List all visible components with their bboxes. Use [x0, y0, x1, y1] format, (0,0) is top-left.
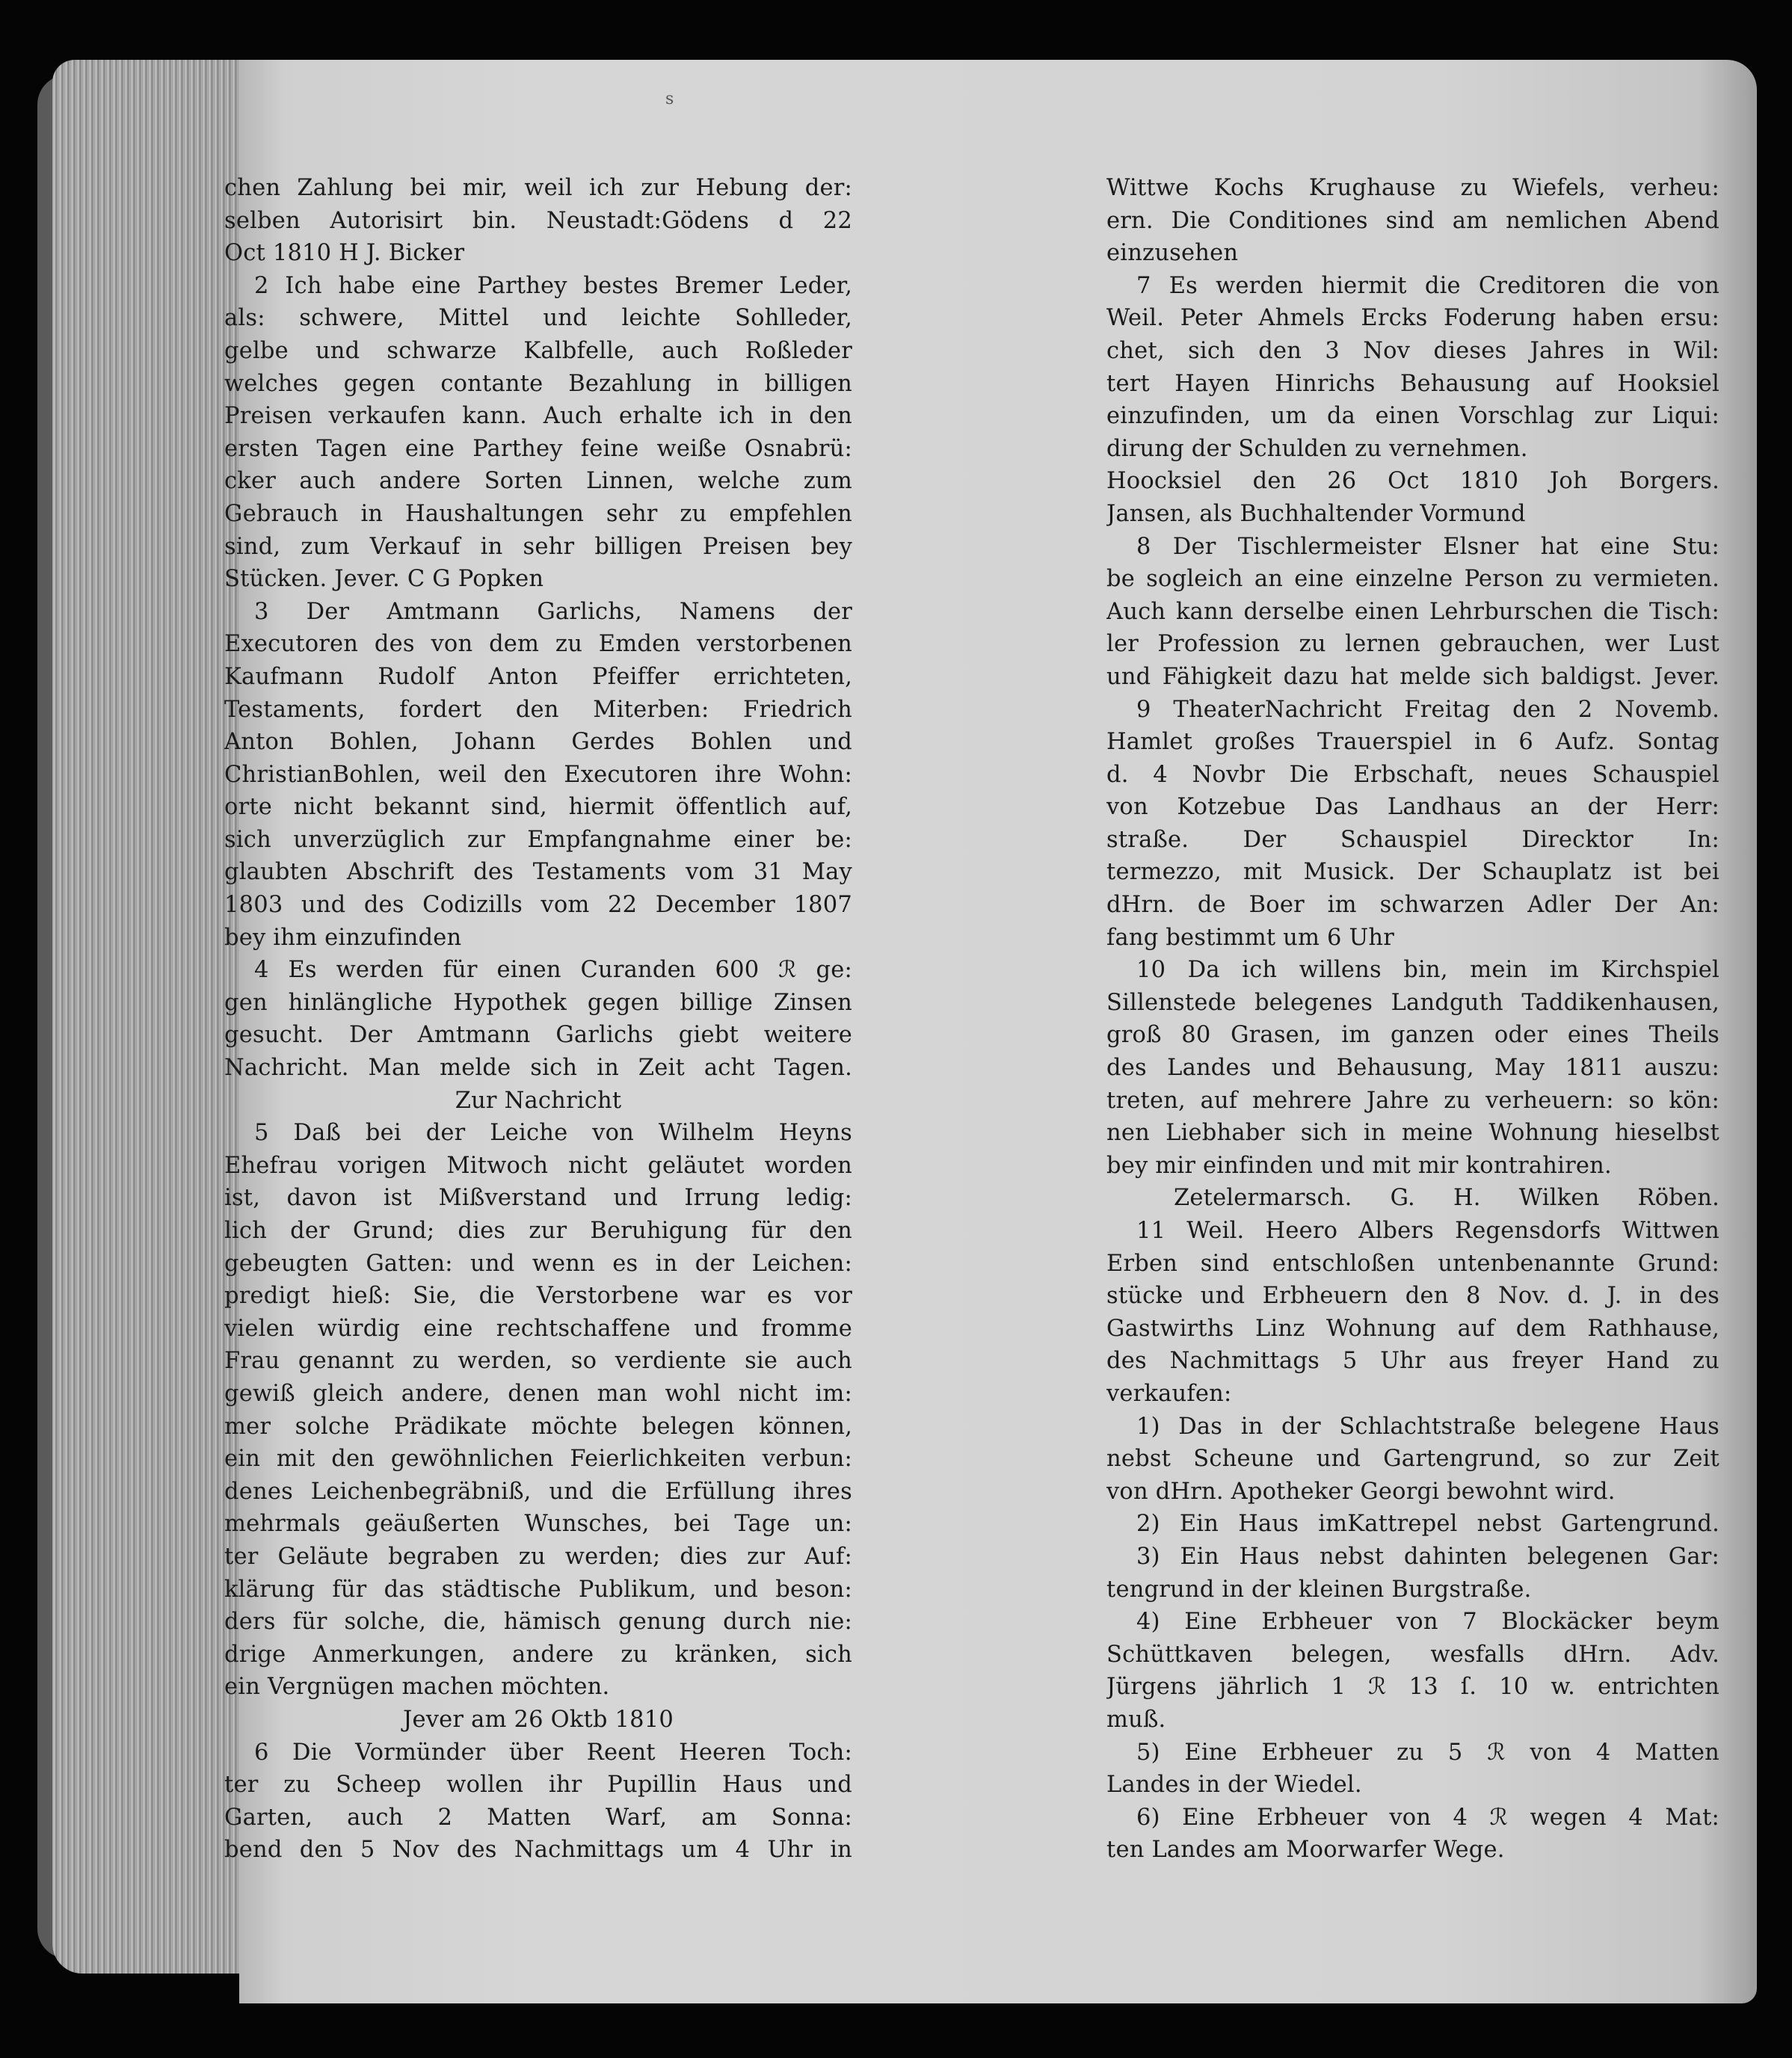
- left-text-column: [224, 172, 852, 1867]
- text-line: 8 Der Tischlermeister Elsner hat eine Stu:: [1136, 533, 1719, 560]
- text-line: 2 Ich habe eine Parthey bestes Bremer Leder,: [254, 272, 852, 299]
- text-line: tert Hayen Hinrichs Behausung auf Hooksiel: [1106, 370, 1719, 397]
- page-signature-mark: s: [665, 90, 674, 108]
- text-line: ChristianBohlen, weil den Executoren ihre Wohn:: [224, 761, 852, 788]
- text-line: klärung für das städtische Publikum, und beson:: [224, 1576, 852, 1603]
- text-line: ern. Die Conditiones sind am nemlichen Abend: [1106, 207, 1719, 234]
- text-line: welches gegen contante Bezahlung in billigen: [224, 370, 852, 397]
- text-line: d. 4 Novbr Die Erbschaft, neues Schauspiel: [1106, 761, 1719, 788]
- text-line: Anton Bohlen, Johann Gerdes Bohlen und: [224, 729, 852, 756]
- text-line: Weil. Peter Ahmels Ercks Foderung haben ersu:: [1106, 305, 1719, 332]
- text-line: sind, zum Verkauf in sehr billigen Preisen bey: [224, 533, 852, 560]
- text-line: Kaufmann Rudolf Anton Pfeiffer errichteten,: [224, 663, 852, 690]
- text-line: bey mir einfinden und mit mir kontrahiren.: [1106, 1152, 1612, 1179]
- text-line: fang bestimmt um 6 Uhr: [1106, 924, 1395, 951]
- text-line: Gebrauch in Haushaltungen sehr zu empfehlen: [224, 500, 852, 527]
- text-line: 1) Das in der Schlachtstraße belegene Haus: [1136, 1413, 1719, 1440]
- text-line: Zetelermarsch. G. H. Wilken Röben.: [1174, 1185, 1719, 1212]
- text-line: Hoocksiel den 26 Oct 1810 Joh Borgers.: [1106, 468, 1719, 495]
- text-line: des Nachmittags 5 Uhr aus freyer Hand zu: [1106, 1348, 1719, 1375]
- text-line: des Landes und Behausung, May 1811 auszu:: [1106, 1055, 1719, 1082]
- text-line: Auch kann derselbe einen Lehrburschen die Tisch:: [1106, 598, 1719, 625]
- text-line: von Kotzebue Das Landhaus an der Herr:: [1106, 794, 1719, 821]
- text-line: Frau genannt zu werden, so verdiente sie auch: [224, 1348, 852, 1375]
- text-line: ter Geläute begraben zu werden; dies zur Auf:: [224, 1543, 852, 1570]
- text-line: 1803 und des Codizills vom 22 December 1807: [224, 892, 852, 919]
- text-line: dirung der Schulden zu vernehmen.: [1106, 435, 1528, 462]
- text-line: nen Liebhaber sich in meine Wohnung hieselbst: [1106, 1120, 1719, 1147]
- text-line: 5 Daß bei der Leiche von Wilhelm Heyns: [254, 1120, 852, 1147]
- text-line: Nachricht. Man melde sich in Zeit acht Tagen.: [224, 1055, 852, 1082]
- book-page-edges: [52, 60, 247, 1974]
- text-line: Jever am 26 Oktb 1810: [403, 1706, 674, 1733]
- text-line: Jansen, als Buchhaltender Vormund: [1106, 500, 1526, 527]
- text-line: 3 Der Amtmann Garlichs, Namens der: [254, 598, 852, 625]
- text-line: chen Zahlung bei mir, weil ich zur Hebung der:: [224, 175, 852, 201]
- text-line: Gastwirths Linz Wohnung auf dem Rathhause,: [1106, 1315, 1719, 1342]
- text-line: ein mit den gewöhnlichen Feierlichkeiten verbun:: [224, 1446, 852, 1473]
- text-line: gebeugten Gatten: und wenn es in der Leichen:: [224, 1250, 852, 1277]
- text-line: ders für solche, die, hämisch genung durch nie:: [224, 1609, 852, 1636]
- text-line: ter zu Scheep wollen ihr Pupillin Haus und: [224, 1772, 852, 1799]
- text-line: orte nicht bekannt sind, hiermit öffentlich auf,: [224, 794, 852, 821]
- text-line: einzufinden, um da einen Vorschlag zur Liqui:: [1106, 403, 1719, 430]
- text-line: ein Vergnügen machen möchten.: [224, 1674, 610, 1701]
- text-line: von dHrn. Apotheker Georgi bewohnt wird.: [1106, 1478, 1616, 1505]
- text-line: 7 Es werden hiermit die Creditoren die von: [1136, 272, 1719, 299]
- text-line: glaubten Abschrift des Testaments vom 31 May: [224, 859, 852, 886]
- text-line: treten, auf mehrere Jahre zu verheuern: so kön:: [1106, 1087, 1719, 1114]
- text-line: mer solche Prädikate möchte belegen können,: [224, 1413, 852, 1440]
- text-line: nebst Scheune und Gartengrund, so zur Zeit: [1106, 1446, 1719, 1473]
- text-line: Hamlet großes Trauerspiel in 6 Aufz. Sontag: [1106, 729, 1719, 756]
- text-line: verkaufen:: [1106, 1380, 1232, 1407]
- right-text-column: [1106, 172, 1719, 1867]
- text-line: dHrn. de Boer im schwarzen Adler Der An:: [1106, 892, 1719, 919]
- text-line: lich der Grund; dies zur Beruhigung für den: [224, 1218, 852, 1244]
- text-line: Erben sind entschloßen untenbenannte Grund:: [1106, 1250, 1719, 1277]
- text-line: stücke und Erbheuern den 8 Nov. d. J. in des: [1106, 1283, 1719, 1310]
- text-line: 4) Eine Erbheuer von 7 Blockäcker beym: [1136, 1609, 1719, 1636]
- text-line: Landes in der Wiedel.: [1106, 1772, 1362, 1799]
- text-line: gewiß gleich andere, denen man wohl nicht im:: [224, 1380, 852, 1407]
- text-line: ler Profession zu lernen gebrauchen, wer Lust: [1106, 631, 1719, 658]
- text-line: tengrund in der kleinen Burgstraße.: [1106, 1576, 1532, 1603]
- text-line: mehrmals geäußerten Wunsches, bei Tage un:: [224, 1511, 852, 1538]
- text-line: Wittwe Kochs Krughause zu Wiefels, verheu:: [1106, 175, 1719, 201]
- text-line: 6 Die Vormünder über Reent Heeren Toch:: [254, 1739, 852, 1766]
- text-line: groß 80 Grasen, im ganzen oder eines Theils: [1106, 1022, 1719, 1049]
- text-line: Preisen verkaufen kann. Auch erhalte ich in den: [224, 403, 852, 430]
- text-line: 5) Eine Erbheuer zu 5 ℛ von 4 Matten: [1136, 1739, 1719, 1766]
- text-line: drige Anmerkungen, andere zu kränken, sich: [224, 1641, 852, 1668]
- text-line: Stücken. Jever. C G Popken: [224, 566, 544, 593]
- text-line: straße. Der Schauspiel Direcktor In:: [1106, 826, 1719, 853]
- text-line: 11 Weil. Heero Albers Regensdorfs Wittwen: [1136, 1218, 1719, 1244]
- text-line: Schüttkaven belegen, wesfalls dHrn. Adv.: [1106, 1641, 1719, 1668]
- text-line: cker auch andere Sorten Linnen, welche zum: [224, 468, 852, 495]
- text-line: muß.: [1106, 1706, 1166, 1733]
- text-line: Executoren des von dem zu Emden verstorbenen: [224, 631, 852, 658]
- text-line: als: schwere, Mittel und leichte Sohlleder,: [224, 305, 852, 332]
- text-line: 2) Ein Haus imKattrepel nebst Gartengrund.: [1136, 1511, 1719, 1538]
- text-line: predigt hieß: Sie, die Verstorbene war es vor: [224, 1283, 852, 1310]
- text-line: ist, davon ist Mißverstand und Irrung ledig:: [224, 1185, 852, 1212]
- text-line: Jürgens jährlich 1 ℛ 13 ſ. 10 w. entrichten: [1106, 1674, 1719, 1701]
- text-line: ten Landes am Moorwarfer Wege.: [1106, 1837, 1505, 1864]
- text-line: bend den 5 Nov des Nachmittags um 4 Uhr in: [224, 1837, 852, 1864]
- text-line: sich unverzüglich zur Empfangnahme einer be:: [224, 826, 852, 853]
- text-line: und Fähigkeit dazu hat melde sich baldigst. Jever.: [1106, 663, 1719, 690]
- text-line: Ehefrau vorigen Mitwoch nicht geläutet worden: [224, 1152, 852, 1179]
- text-line: chet, sich den 3 Nov dieses Jahres in Wil:: [1106, 337, 1719, 364]
- text-line: 4 Es werden für einen Curanden 600 ℛ ge:: [254, 957, 852, 984]
- text-line: vielen würdig eine rechtschaffene und fromme: [224, 1315, 852, 1342]
- text-line: Oct 1810 H J. Bicker: [224, 240, 465, 267]
- text-line: gelbe und schwarze Kalbfelle, auch Roßleder: [224, 337, 852, 364]
- text-line: termezzo, mit Musick. Der Schauplatz ist bei: [1106, 859, 1719, 886]
- text-line: Garten, auch 2 Matten Warf, am Sonna:: [224, 1804, 852, 1831]
- text-line: gesucht. Der Amtmann Garlichs giebt weitere: [224, 1022, 852, 1049]
- text-line: bey ihm einzufinden: [224, 924, 462, 951]
- text-line: be sogleich an eine einzelne Person zu vermieten.: [1106, 566, 1719, 593]
- text-line: einzusehen: [1106, 240, 1239, 267]
- text-line: gen hinlängliche Hypothek gegen billige Zinsen: [224, 989, 852, 1016]
- text-line: 6) Eine Erbheuer von 4 ℛ wegen 4 Mat:: [1136, 1804, 1719, 1831]
- text-line: 9 TheaterNachricht Freitag den 2 Novemb.: [1136, 696, 1719, 723]
- text-line: Zur Nachricht: [455, 1087, 622, 1114]
- text-line: selben Autorisirt bin. Neustadt:Gödens d 22: [224, 207, 852, 234]
- text-line: Sillenstede belegenes Landguth Taddikenhausen,: [1106, 989, 1719, 1016]
- text-line: denes Leichenbegräbniß, und die Erfüllung ihres: [224, 1478, 852, 1505]
- text-line: ersten Tagen eine Parthey feine weiße Osnabrü:: [224, 435, 852, 462]
- text-line: Testaments, fordert den Miterben: Friedrich: [224, 696, 852, 723]
- text-line: 3) Ein Haus nebst dahinten belegenen Gar:: [1136, 1543, 1719, 1570]
- text-line: 10 Da ich willens bin, mein im Kirchspiel: [1136, 957, 1719, 984]
